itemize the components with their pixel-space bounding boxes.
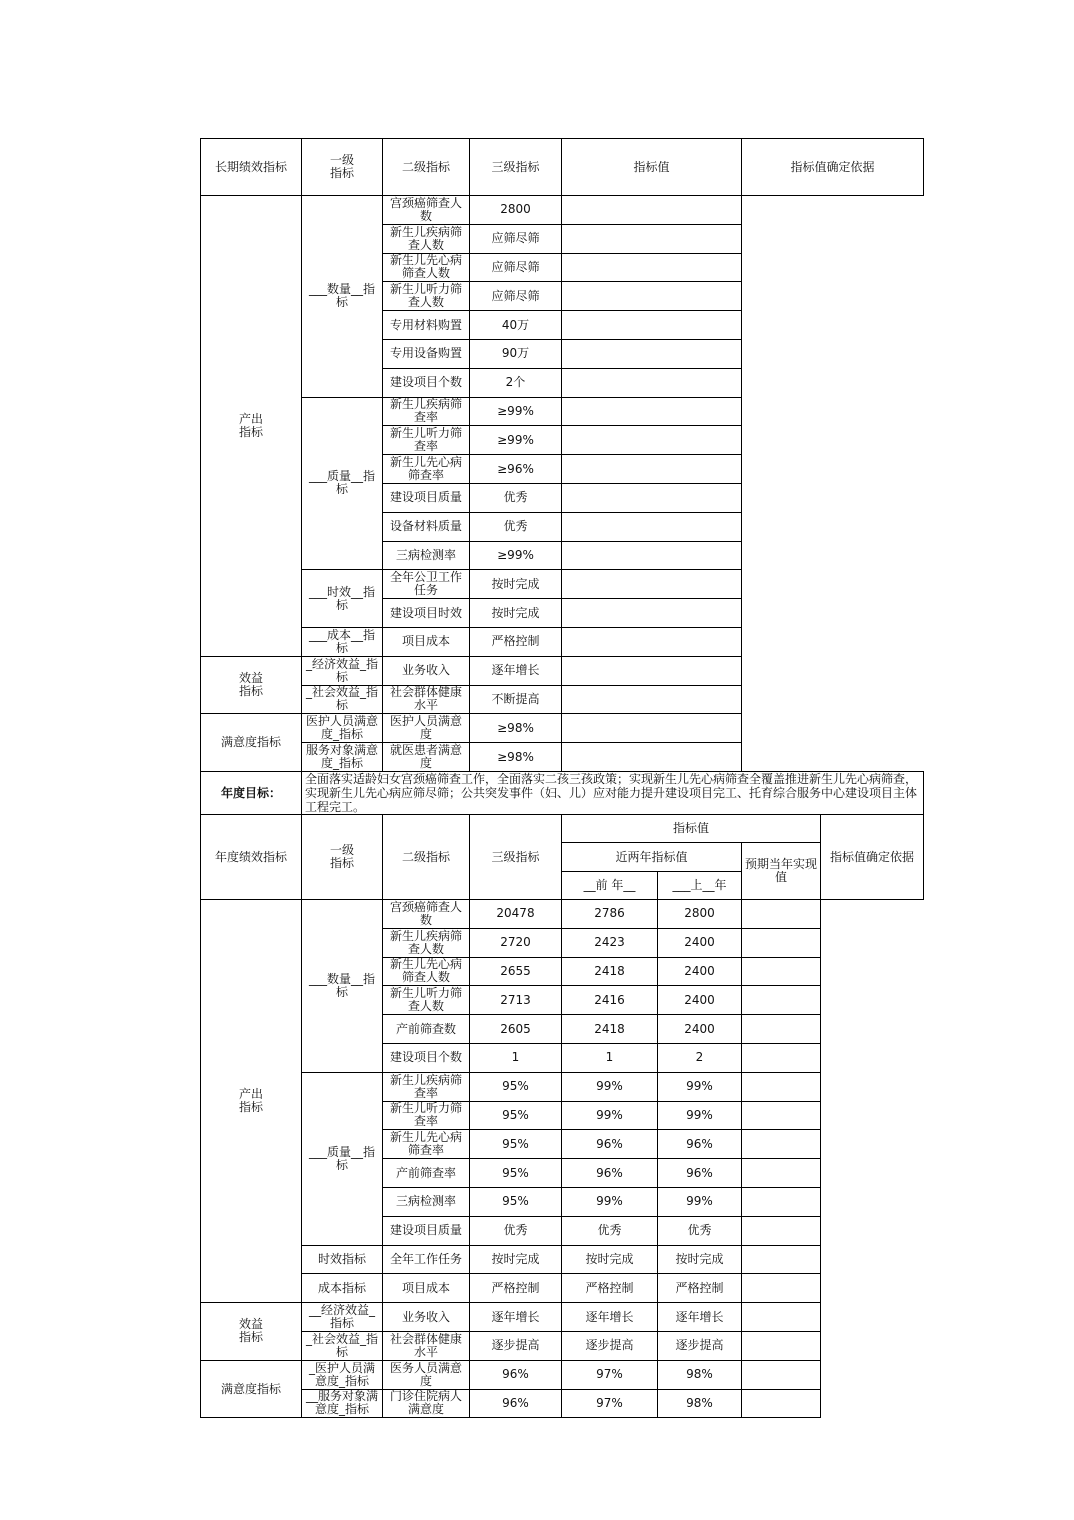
annual-basis-cell	[742, 1303, 821, 1332]
long-term-level2-cell: _社会效益_指标	[302, 685, 383, 714]
long-term-benefit-label: 效益 指标	[201, 656, 302, 714]
annual-goal-label: 年度目标：	[201, 772, 302, 815]
annual-level3-cell: 新生儿疾病筛查率	[383, 1072, 470, 1101]
long-term-value-cell: 按时完成	[470, 570, 562, 599]
header-level3: 三级指标	[470, 139, 562, 196]
long-term-value-cell: ≥99%	[470, 541, 562, 570]
annual-last-value: 99%	[562, 1072, 658, 1101]
annual-basis-cell	[742, 1274, 821, 1303]
long-term-level3-cell: 宫颈癌筛查人数	[383, 196, 470, 225]
annual-level3-cell: 新生儿听力筛查率	[383, 1101, 470, 1130]
annual-prev-value: 95%	[470, 1187, 562, 1216]
annual-level3-cell: 新生儿先心病筛查率	[383, 1130, 470, 1159]
annual-basis-cell	[742, 900, 821, 929]
long-term-level3-cell: 专用设备购置	[383, 339, 470, 368]
annual-last-value: 97%	[562, 1360, 658, 1389]
annual-goal-table	[200, 771, 924, 815]
annual-level3-cell: 新生儿听力筛查人数	[383, 986, 470, 1015]
annual-prev-value: 逐年增长	[470, 1303, 562, 1332]
annual-last-value: 2416	[562, 986, 658, 1015]
long-term-value-cell: 逐年增长	[470, 656, 562, 685]
annual-last-value: 96%	[562, 1159, 658, 1188]
annual-header-level2: 二级指标	[383, 815, 470, 900]
annual-expected-value: 99%	[658, 1187, 742, 1216]
long-term-basis-cell	[562, 224, 742, 253]
long-term-value-cell: 2个	[470, 368, 562, 397]
long-term-basis-cell	[562, 714, 742, 743]
annual-prev-value: 按时完成	[470, 1245, 562, 1274]
annual-basis-cell	[742, 1331, 821, 1360]
long-term-level2-cell: _经济效益_指标	[302, 656, 383, 685]
long-term-section-label: 长期绩效指标	[201, 139, 302, 196]
annual-last-value: 严格控制	[562, 1274, 658, 1303]
annual-prev-value: 2713	[470, 986, 562, 1015]
annual-expected-value: 99%	[658, 1101, 742, 1130]
annual-expected-value: 2400	[658, 986, 742, 1015]
annual-expected-value: 逐年增长	[658, 1303, 742, 1332]
annual-expected-value: 逐步提高	[658, 1331, 742, 1360]
annual-prev-value: 1	[470, 1043, 562, 1072]
annual-quantity-label: ___数量__指标	[302, 900, 383, 1073]
annual-basis-cell	[742, 1187, 821, 1216]
annual-last-value: 逐年增长	[562, 1303, 658, 1332]
annual-level3-cell: 新生儿疾病筛查人数	[383, 928, 470, 957]
long-term-value-cell: 2800	[470, 196, 562, 225]
annual-level3-cell: 产前筛查数	[383, 1015, 470, 1044]
long-term-level3-cell: 项目成本	[383, 627, 470, 656]
long-term-value-cell: 按时完成	[470, 599, 562, 628]
annual-level3-cell: 项目成本	[383, 1274, 470, 1303]
annual-prev-value: 95%	[470, 1159, 562, 1188]
annual-expected-value: 96%	[658, 1159, 742, 1188]
long-term-level3-cell: 新生儿听力筛查人数	[383, 282, 470, 311]
long-term-basis-cell	[562, 599, 742, 628]
header-value: 指标值	[562, 139, 742, 196]
annual-last-value: 99%	[562, 1101, 658, 1130]
annual-basis-cell	[742, 1245, 821, 1274]
annual-expected-value: 99%	[658, 1072, 742, 1101]
annual-basis-cell	[742, 1015, 821, 1044]
annual-basis-cell	[742, 1130, 821, 1159]
annual-last-value: 99%	[562, 1187, 658, 1216]
annual-quality-label: ___质量__指标	[302, 1072, 383, 1245]
annual-level3-cell: 业务收入	[383, 1303, 470, 1332]
long-term-value-cell: ≥96%	[470, 455, 562, 484]
long-term-basis-cell	[562, 627, 742, 656]
annual-expected-value: 98%	[658, 1389, 742, 1418]
annual-level3-cell: 宫颈癌筛查人数	[383, 900, 470, 929]
annual-level3-cell: 医务人员满意度	[383, 1360, 470, 1389]
annual-basis-cell	[742, 1101, 821, 1130]
annual-level3-cell: 全年工作任务	[383, 1245, 470, 1274]
long-term-level3-cell: 建设项目质量	[383, 483, 470, 512]
annual-level2-cell: 成本指标	[302, 1274, 383, 1303]
annual-section-label: 年度绩效指标	[201, 815, 302, 900]
annual-header-last: ___上__年	[658, 872, 742, 900]
long-term-quality-label: ___质量__指标	[302, 397, 383, 570]
long-term-value-cell: 优秀	[470, 512, 562, 541]
long-term-basis-cell	[562, 397, 742, 426]
long-term-level3-cell: 新生儿先心病筛查率	[383, 455, 470, 484]
annual-expected-value: 优秀	[658, 1216, 742, 1245]
long-term-level3-cell: 设备材料质量	[383, 512, 470, 541]
annual-prev-value: 96%	[470, 1389, 562, 1418]
annual-basis-cell	[742, 986, 821, 1015]
long-term-basis-cell	[562, 455, 742, 484]
annual-last-value: 逐步提高	[562, 1331, 658, 1360]
header-level2: 二级指标	[383, 139, 470, 196]
annual-level3-cell: 门诊住院病人满意度	[383, 1389, 470, 1418]
long-term-level3-cell: 新生儿疾病筛查率	[383, 397, 470, 426]
long-term-value-cell: ≥99%	[470, 397, 562, 426]
annual-level2-cell: _医护人员满意度_指标	[302, 1360, 383, 1389]
long-term-output-label: 产出 指标	[201, 196, 302, 657]
annual-last-value: 96%	[562, 1130, 658, 1159]
long-term-level2-cell: 服务对象满意度_指标	[302, 743, 383, 772]
long-term-value-cell: 应筛尽筛	[470, 253, 562, 282]
annual-last-value: 2418	[562, 957, 658, 986]
long-term-level3-cell: 新生儿先心病筛查人数	[383, 253, 470, 282]
annual-expected-value: 2	[658, 1043, 742, 1072]
long-term-level3-cell: 建设项目个数	[383, 368, 470, 397]
annual-basis-cell	[742, 1159, 821, 1188]
annual-basis-cell	[742, 1043, 821, 1072]
long-term-level3-cell: 三病检测率	[383, 541, 470, 570]
annual-last-value: 2418	[562, 1015, 658, 1044]
long-term-basis-cell	[562, 282, 742, 311]
header-level1: 一级 指标	[302, 139, 383, 196]
annual-level3-cell: 产前筛查率	[383, 1159, 470, 1188]
annual-level3-cell: 新生儿先心病筛查人数	[383, 957, 470, 986]
long-term-value-cell: 应筛尽筛	[470, 224, 562, 253]
long-term-level3-cell: 业务收入	[383, 656, 470, 685]
annual-level2-cell: __经济效益_指标	[302, 1303, 383, 1332]
annual-prev-value: 95%	[470, 1130, 562, 1159]
long-term-level3-cell: 新生儿疾病筛查人数	[383, 224, 470, 253]
long-term-basis-cell	[562, 512, 742, 541]
annual-last-value: 2423	[562, 928, 658, 957]
long-term-level3-cell: 全年公卫工作任务	[383, 570, 470, 599]
annual-header-recent: 近两年指标值	[562, 843, 742, 872]
long-term-value-cell: 严格控制	[470, 627, 562, 656]
annual-level3-cell: 建设项目质量	[383, 1216, 470, 1245]
annual-prev-value: 2720	[470, 928, 562, 957]
annual-basis-cell	[742, 957, 821, 986]
long-term-value-cell: ≥98%	[470, 743, 562, 772]
annual-expected-value: 2400	[658, 928, 742, 957]
long-term-level2-cell: 医护人员满意度_指标	[302, 714, 383, 743]
annual-last-value: 97%	[562, 1389, 658, 1418]
annual-prev-value: 优秀	[470, 1216, 562, 1245]
long-term-level3-cell: 新生儿听力筛查率	[383, 426, 470, 455]
annual-satisfaction-label: 满意度指标	[201, 1360, 302, 1418]
annual-basis-cell	[742, 1360, 821, 1389]
long-term-level3-cell: 专用材料购置	[383, 311, 470, 340]
annual-last-value: 优秀	[562, 1216, 658, 1245]
long-term-basis-cell	[562, 196, 742, 225]
long-term-value-cell: 不断提高	[470, 685, 562, 714]
long-term-basis-cell	[562, 570, 742, 599]
annual-prev-value: 95%	[470, 1072, 562, 1101]
annual-prev-value: 2655	[470, 957, 562, 986]
annual-header-prev: __前 年__	[562, 872, 658, 900]
long-term-cost-label: ___成本__指标	[302, 627, 383, 656]
annual-basis-cell	[742, 1216, 821, 1245]
header-basis: 指标值确定依据	[742, 139, 924, 196]
annual-header-level1: 一级 指标	[302, 815, 383, 900]
long-term-basis-cell	[562, 339, 742, 368]
annual-level3-cell: 三病检测率	[383, 1187, 470, 1216]
annual-prev-value: 2605	[470, 1015, 562, 1044]
annual-goal-text: 全面落实适龄妇女宫颈癌筛查工作，全面落实二孩三孩政策；实现新生儿先心病筛查全覆盖推进新生儿先心病筛查，实现新生儿先心病应筛尽筛；公共突发事件（妇、儿）应对能力提升建设项目完工、托育综合服务中心建设项目主体工程完工。	[302, 772, 924, 815]
annual-header-value: 指标值	[562, 815, 821, 843]
annual-last-value: 1	[562, 1043, 658, 1072]
annual-expected-value: 96%	[658, 1130, 742, 1159]
annual-output-label: 产出 指标	[201, 900, 302, 1303]
long-term-basis-cell	[562, 368, 742, 397]
long-term-basis-cell	[562, 483, 742, 512]
long-term-level3-cell: 医护人员满意度	[383, 714, 470, 743]
long-term-basis-cell	[562, 743, 742, 772]
annual-expected-value: 严格控制	[658, 1274, 742, 1303]
annual-level2-cell: _社会效益_指标	[302, 1331, 383, 1360]
annual-prev-value: 严格控制	[470, 1274, 562, 1303]
long-term-basis-cell	[562, 541, 742, 570]
annual-level3-cell: 建设项目个数	[383, 1043, 470, 1072]
long-term-level3-cell: 社会群体健康水平	[383, 685, 470, 714]
annual-prev-value: 96%	[470, 1360, 562, 1389]
annual-header-level3: 三级指标	[470, 815, 562, 900]
annual-level2-cell: __服务对象满意度_指标	[302, 1389, 383, 1418]
annual-prev-value: 20478	[470, 900, 562, 929]
annual-prev-value: 逐步提高	[470, 1331, 562, 1360]
long-term-basis-cell	[562, 426, 742, 455]
long-term-basis-cell	[562, 656, 742, 685]
annual-basis-cell	[742, 1389, 821, 1418]
annual-last-value: 按时完成	[562, 1245, 658, 1274]
annual-last-value: 2786	[562, 900, 658, 929]
long-term-satisfaction-label: 满意度指标	[201, 714, 302, 772]
annual-prev-value: 95%	[470, 1101, 562, 1130]
annual-table	[200, 814, 924, 1418]
annual-benefit-label: 效益 指标	[201, 1303, 302, 1361]
long-term-value-cell: 应筛尽筛	[470, 282, 562, 311]
annual-expected-value: 98%	[658, 1360, 742, 1389]
annual-basis-cell	[742, 928, 821, 957]
annual-expected-value: 2400	[658, 1015, 742, 1044]
annual-level3-cell: 社会群体健康水平	[383, 1331, 470, 1360]
annual-level2-cell: 时效指标	[302, 1245, 383, 1274]
long-term-value-cell: ≥99%	[470, 426, 562, 455]
long-term-table	[200, 138, 924, 772]
long-term-value-cell: 90万	[470, 339, 562, 368]
annual-basis-cell	[742, 1072, 821, 1101]
annual-header-basis: 指标值确定依据	[821, 815, 924, 900]
long-term-timeliness-label: ___时效__指标	[302, 570, 383, 628]
long-term-basis-cell	[562, 311, 742, 340]
annual-expected-value: 2400	[658, 957, 742, 986]
long-term-value-cell: 40万	[470, 311, 562, 340]
long-term-level3-cell: 建设项目时效	[383, 599, 470, 628]
annual-header-expected: 预期当年实现值	[742, 843, 821, 900]
annual-expected-value: 2800	[658, 900, 742, 929]
long-term-level3-cell: 就医患者满意度	[383, 743, 470, 772]
long-term-value-cell: ≥98%	[470, 714, 562, 743]
long-term-value-cell: 优秀	[470, 483, 562, 512]
long-term-basis-cell	[562, 685, 742, 714]
long-term-quantity-label: ___数量__指标	[302, 196, 383, 398]
long-term-basis-cell	[562, 253, 742, 282]
annual-expected-value: 按时完成	[658, 1245, 742, 1274]
